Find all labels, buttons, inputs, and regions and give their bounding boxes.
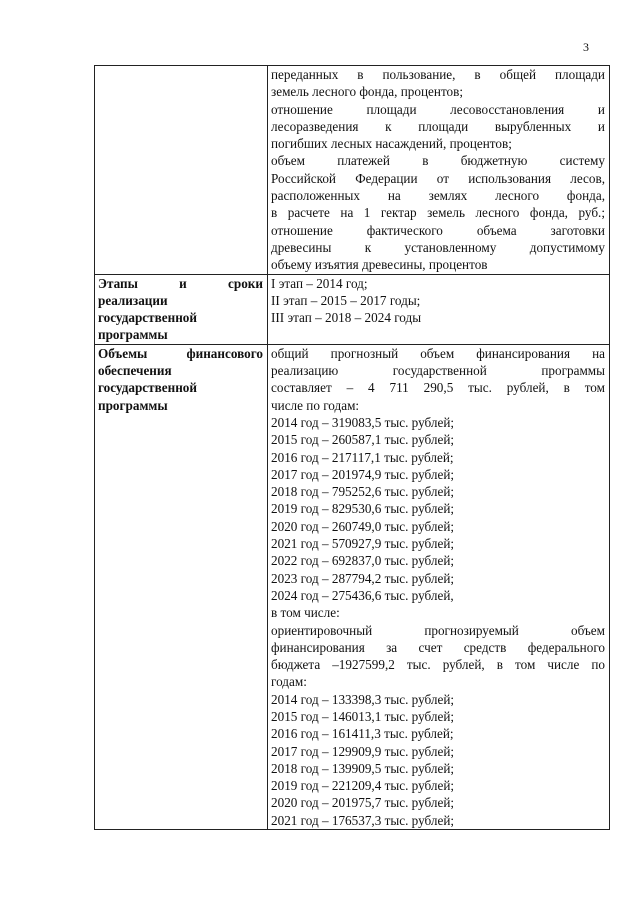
row-value-line: составляет – 4 711 290,5 тыс. рублей, в том [271, 380, 605, 396]
row-value-line: 2019 год – 829530,6 тыс. рублей; [271, 501, 455, 517]
row-value-line: 2016 год – 217117,1 тыс. рублей; [271, 449, 454, 465]
row-value-line: I этап – 2014 год; [271, 275, 368, 291]
row-label-line: Объемы финансового [98, 345, 263, 361]
row-label-cell [95, 344, 268, 829]
row-label-line: государственной [98, 380, 197, 396]
row-value-cell [268, 66, 610, 275]
row-value-line: объем платежей в бюджетную систему [271, 153, 605, 169]
row-value-cell [268, 274, 610, 344]
row-value-line: общий прогнозный объем финансирования на [271, 345, 605, 361]
row-label-line: программы [98, 327, 168, 343]
row-value-line: 2018 год – 795252,6 тыс. рублей; [271, 484, 455, 500]
page-number: 3 [583, 40, 589, 54]
row-value-line: 2023 год – 287794,2 тыс. рублей; [271, 570, 455, 586]
row-label-cell [95, 66, 268, 275]
row-value-line: 2021 год – 176537,3 тыс. рублей; [271, 812, 455, 828]
row-value-line: 2014 год – 133398,3 тыс. рублей; [271, 691, 455, 707]
row-value-line: 2020 год – 260749,0 тыс. рублей; [271, 518, 455, 534]
row-value-line: реализацию государственной программы [271, 363, 605, 379]
row-value-line: 2022 год – 692837,0 тыс. рублей; [271, 553, 455, 569]
program-passport-table [94, 65, 610, 830]
row-value-line: лесоразведения к площади вырубленных и [271, 118, 605, 134]
row-label-cell [95, 274, 268, 344]
row-value-line: расположенных на землях лесного фонда, [271, 188, 605, 204]
row-value-line: в том числе: [271, 605, 340, 621]
row-value-line: земель лесного фонда, процентов; [271, 84, 464, 100]
row-value-line: финансирования за счет средств федерального [271, 639, 605, 655]
table-body [95, 66, 610, 830]
row-value-line: 2015 год – 260587,1 тыс. рублей; [271, 432, 455, 448]
row-label-line: программы [98, 397, 168, 413]
row-label-line: государственной [98, 310, 197, 326]
row-value-line: 2024 год – 275436,6 тыс. рублей, [271, 587, 454, 603]
row-value-line: древесины к установленному допустимому [271, 239, 605, 255]
row-value-line: погибших лесных насаждений, процентов; [271, 136, 512, 152]
row-value-line: II этап – 2015 – 2017 годы; [271, 292, 421, 308]
row-label-line: реализации [98, 292, 168, 308]
row-value-line: в расчете на 1 гектар земель лесного фонда, руб.; [271, 205, 605, 221]
row-label-line: обеспечения [98, 363, 172, 379]
row-value-line: 2017 год – 201974,9 тыс. рублей; [271, 466, 455, 482]
row-value-line: Российской Федерации от использования лесов, [271, 170, 605, 186]
row-stages-and-terms [95, 274, 610, 344]
row-value-line: 2017 год – 129909,9 тыс. рублей; [271, 743, 455, 759]
row-value-line: ориентировочный прогнозируемый объем [271, 622, 605, 638]
row-value-line: отношение площади лесовосстановления и [271, 101, 605, 117]
row-indicators-continued [95, 66, 610, 275]
row-value-line: годам: [271, 674, 307, 690]
row-funding-volumes [95, 344, 610, 829]
row-value-line: 2020 год – 201975,7 тыс. рублей; [271, 795, 455, 811]
row-value-line: объему изъятия древесины, процентов [271, 257, 488, 273]
row-value-line: 2016 год – 161411,3 тыс. рублей; [271, 726, 454, 742]
row-value-line: числе по годам: [271, 397, 360, 413]
row-value-line: 2015 год – 146013,1 тыс. рублей; [271, 708, 455, 724]
row-value-line: отношение фактического объема заготовки [271, 222, 605, 238]
row-value-line: III этап – 2018 – 2024 годы [271, 310, 422, 326]
row-value-line: 2021 год – 570927,9 тыс. рублей; [271, 536, 455, 552]
row-value-cell [268, 344, 610, 829]
row-value-line: переданных в пользование, в общей площади [271, 67, 605, 82]
row-label-line: Этапы и сроки [98, 275, 263, 291]
row-value-line: 2018 год – 139909,5 тыс. рублей; [271, 760, 455, 776]
row-value-line: бюджета –1927599,2 тыс. рублей, в том числе по [271, 657, 605, 673]
row-value-line: 2019 год – 221209,4 тыс. рублей; [271, 778, 455, 794]
row-value-line: 2014 год – 319083,5 тыс. рублей; [271, 414, 455, 430]
